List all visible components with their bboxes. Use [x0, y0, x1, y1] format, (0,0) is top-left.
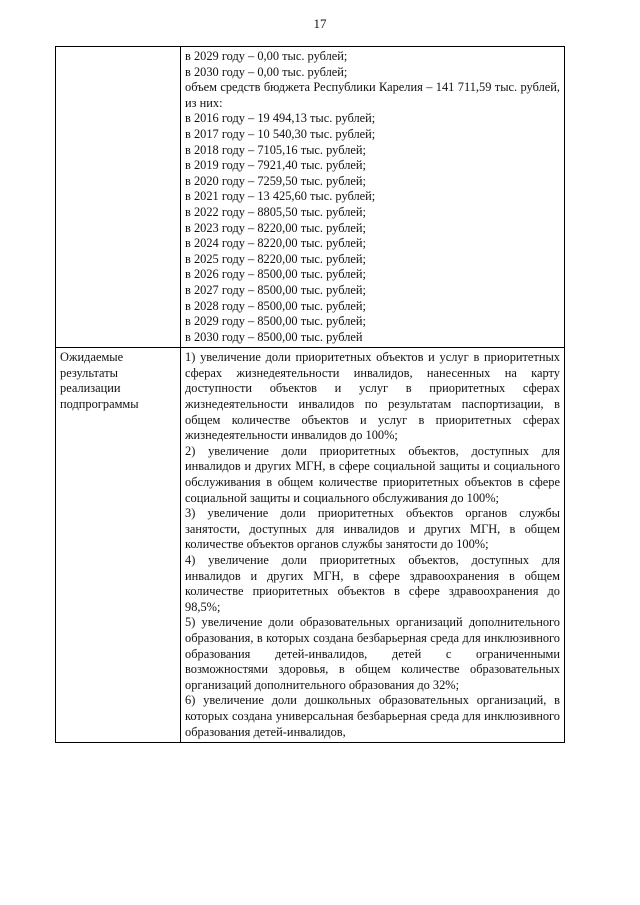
- list-item: в 2029 году – 0,00 тыс. рублей;: [185, 49, 348, 63]
- list-item: в 2027 году – 8500,00 тыс. рублей;: [185, 282, 366, 297]
- list-item: в 2023 году – 8220,00 тыс. рублей;: [185, 220, 366, 235]
- list-item: объем средств бюджета Республики Карелия – 141 711,59 тыс. рублей, из них:: [185, 80, 560, 110]
- list-item: в 2026 году – 8500,00 тыс. рублей;: [185, 267, 366, 282]
- list-item: 5) увеличение доли образовательных организаций дополнительного образования, в которых создана безбарьерная среда для инклюзивного образования детей-инвалидов, детей с ограниченными возможностями здоровья, в общем количестве образовательных организаций дополнительного образования до 32%;: [185, 615, 560, 692]
- expected-results-list: [181, 348, 565, 743]
- list-item: 2) увеличение доли приоритетных объектов, доступных для инвалидов и других МГН, в сфере социальной защиты и социального обслуживания в общем количестве приоритетных объектов в сфере социальной защиты и социального обслуживания до 100%;: [185, 443, 560, 505]
- list-item: в 2016 году – 19 494,13 тыс. рублей;: [185, 111, 376, 126]
- list-item: 4) увеличение доли приоритетных объектов, доступных для инвалидов и других МГН, в сфере здравоохранения в общем количестве приоритетных объектов в сфере здравоохранения до 98,5%;: [185, 553, 560, 614]
- list-item: в 2021 году – 13 425,60 тыс. рублей;: [185, 189, 376, 204]
- list-item: 3) увеличение доли приоритетных объектов органов службы занятости, доступных для инвалидов и других МГН, в общем количестве объектов органов службы занятости до 100%;: [185, 506, 560, 552]
- list-item: в 2019 году – 7921,40 тыс. рублей;: [185, 158, 366, 173]
- list-item: в 2030 году – 8500,00 тыс. рублей: [185, 329, 363, 344]
- funding-list: [181, 47, 565, 348]
- list-item: 6) увеличение доли дошкольных образовательных организаций, в которых создана универсальная безбарьерная среда для инклюзивного образования детей-инвалидов,: [185, 693, 560, 739]
- table-row: [56, 348, 565, 743]
- list-item: в 2029 году – 8500,00 тыс. рублей;: [185, 314, 366, 329]
- list-item: в 2028 году – 8500,00 тыс. рублей;: [185, 298, 366, 313]
- list-item: в 2020 году – 7259,50 тыс. рублей;: [185, 173, 366, 188]
- document-table: [55, 46, 565, 743]
- list-item: 1) увеличение доли приоритетных объектов и услуг в приоритетных сферах жизнедеятельности инвалидов, нанесенных на карту доступности объектов и услуг в приоритетных сферах жизнедеятельности инвалидов по результатам паспортизации, в общем количестве объектов и услуг в приоритетных сферах жизнедеятельности инвалидов до 100%;: [185, 350, 560, 443]
- list-item: в 2018 году – 7105,16 тыс. рублей;: [185, 142, 366, 157]
- page-number: 17: [313, 16, 327, 31]
- list-item: в 2022 году – 8805,50 тыс. рублей;: [185, 204, 366, 219]
- row-label-empty: [56, 47, 181, 348]
- row-label-expected-results: Ожидаемые результаты реализации подпрограммы: [56, 348, 181, 743]
- list-item: в 2024 году – 8220,00 тыс. рублей;: [185, 236, 366, 251]
- list-item: в 2017 году – 10 540,30 тыс. рублей;: [185, 126, 376, 141]
- table-row: [56, 47, 565, 348]
- list-item: в 2030 году – 0,00 тыс. рублей;: [185, 64, 348, 79]
- list-item: в 2025 году – 8220,00 тыс. рублей;: [185, 251, 366, 266]
